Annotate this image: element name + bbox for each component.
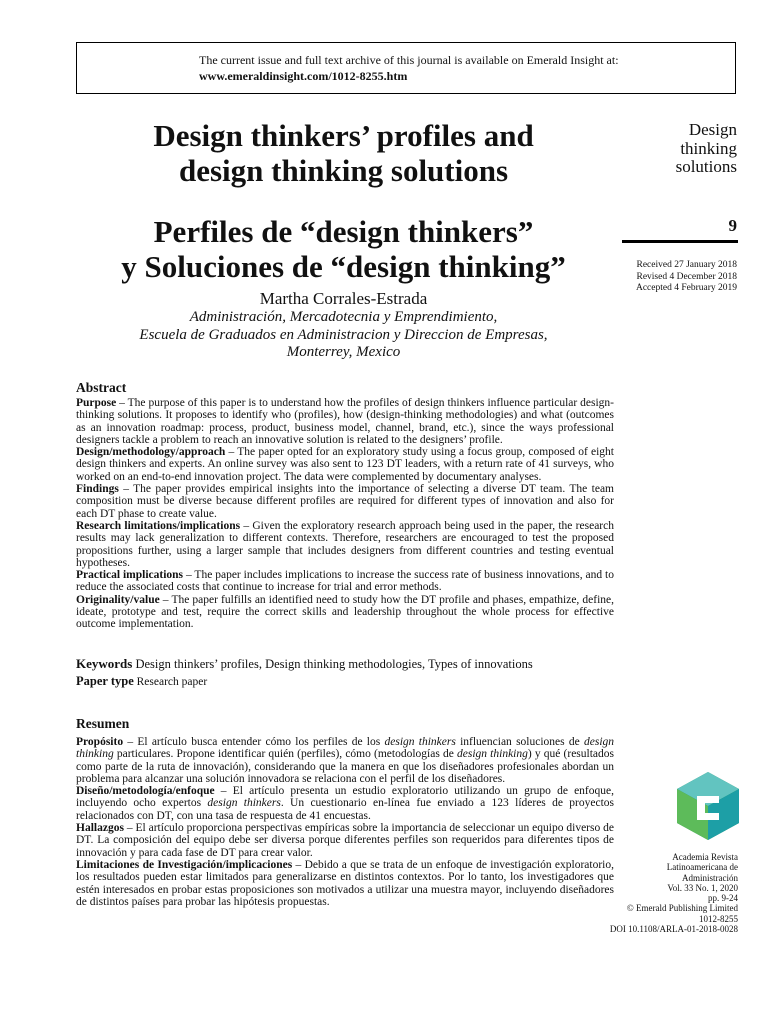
journal-info: Academia Revista Latinoamericana de Administración Vol. 33 No. 1, 2020 pp. 9-24 © Emerald Publishing Limited 1012-8255 DOI 10.1108/ARLA-01-2018-0028 (609, 852, 738, 935)
paper-title-spanish: Perfiles de “design thinkers” y Soluciones de “design thinking” (121, 214, 566, 284)
page-number: 9 (728, 216, 737, 235)
resumen-limitaciones: Limitaciones de Investigación/implicaciones – Debido a que se trata de un enfoque de investigación exploratorio, los resultados pueden estar limitados para generalizarse en distintos contextos. Por lo tanto, los investigadores que estén interesados en probar estas proposiciones son motivados a utilizar una muestra mayor, incluyendo diseñadores de distintos países para probar las hipótesis propuestas. (76, 858, 614, 908)
margin-divider (622, 240, 738, 243)
resumen-diseno: Diseño/metodología/enfoque – El artículo presenta un estudio exploratorio utilizando un grupo de enfoque, incluyendo ocho expertos design thinkers. Un cuestionario en-línea fue enviado a 123 líderes de proyectos relacionados con DT, con una tasa de respuesta de 41 encuestas. (76, 785, 615, 822)
abstract-heading: Abstract (76, 380, 127, 395)
resumen-body (76, 736, 614, 908)
author-affiliation: Administración, Mercadotecnia y Emprendimiento, Escuela de Graduados en Administracion y Direccion de Empresas, Monterrey, Mexico (139, 309, 548, 360)
journal-availability-banner (76, 42, 736, 94)
resumen-proposito: Propósito – El artículo busca entender cómo los perfiles de los design thinkers influencian soluciones de design thinking particulares. Propone identificar quién (perfiles), cómo (metodologías de design thinking) y qué (resultados como parte de la ruta de innovación), considerando que la manera en que los diseñadores profesionales abordan un problema para alcanzar una solución innovadora se relaciona con el perfil de los diseñadores. (76, 736, 615, 785)
abstract-limitations: Research limitations/implications – Given the exploratory research approach being used in the paper, the research results may lack generalization to different contexts. Therefore, researchers are encouraged to test the proposed propositions further, using a larger sample that includes designers from different countries and testing eventual hypotheses. (76, 519, 614, 569)
author-name: Martha Corrales-Estrada (259, 289, 428, 308)
abstract-findings: Findings – The paper provides empirical insights into the importance of selecting a diverse DT team. The team composition must be diverse because different profiles are required for different types of innovation and also for each DT phase to create value. (76, 483, 614, 520)
banner-url-link[interactable]: www.emeraldinsight.com/1012-8255.htm (199, 69, 408, 83)
resumen-hallazgos: Hallazgos – El artículo proporciona perspectivas empíricas sobre la importancia de seleccionar un equipo diverso de DT. La composición del equipo debe ser diversa porque diferentes perfiles son requeridos para diferentes tipos de innovación y para cada fase de DT para crear valor. (76, 822, 614, 859)
keywords: Keywords Design thinkers’ profiles, Design thinking methodologies, Types of innovations (76, 656, 533, 671)
abstract-practical: Practical implications – The paper includes implications to increase the success rate of business innovations, and to reduce the associated costs that continue to increase for trial and error methods. (76, 569, 614, 594)
abstract-body (76, 397, 614, 631)
running-title: Design thinking solutions (675, 120, 737, 176)
resumen-heading: Resumen (76, 716, 130, 731)
paper-title-english: Design thinkers’ profiles and design thinking solutions (153, 118, 534, 188)
abstract-methodology: Design/methodology/approach – The paper opted for an exploratory study using a focus group, composed of eight design thinkers and experts. An online survey was also sent to 123 DT leaders, with a return rate of 41 surveys, who worked on an end-to-end innovation project. The data were complemented by documentary analyses. (76, 446, 614, 483)
abstract-originality: Originality/value – The paper fulfills an identified need to study how the DT profile and phases, empathize, define, ideate, prototype and test, require the correct skills and leadership throughout the whole process for effective outcome implementation. (76, 593, 614, 631)
emerald-logo-icon (675, 770, 741, 842)
article-dates: Received 27 January 2018 Revised 4 December 2018 Accepted 4 February 2019 (635, 260, 737, 293)
banner-text: The current issue and full text archive of this journal is available on Emerald Insight at: (199, 53, 619, 67)
abstract-purpose: Purpose – The purpose of this paper is to understand how the profiles of design thinkers influence particular design-thinking solutions. It proposes to identify who (profiles), how (design-thinking methodologies) and what (outcomes as an innovation roadmap: process, product, business model, channel, brand, etc.), since the ways professional designers tackle a problem to reach an innovative solution is related to the designers’ profile. (76, 397, 614, 446)
paper-type: Paper type Research paper (76, 674, 208, 688)
